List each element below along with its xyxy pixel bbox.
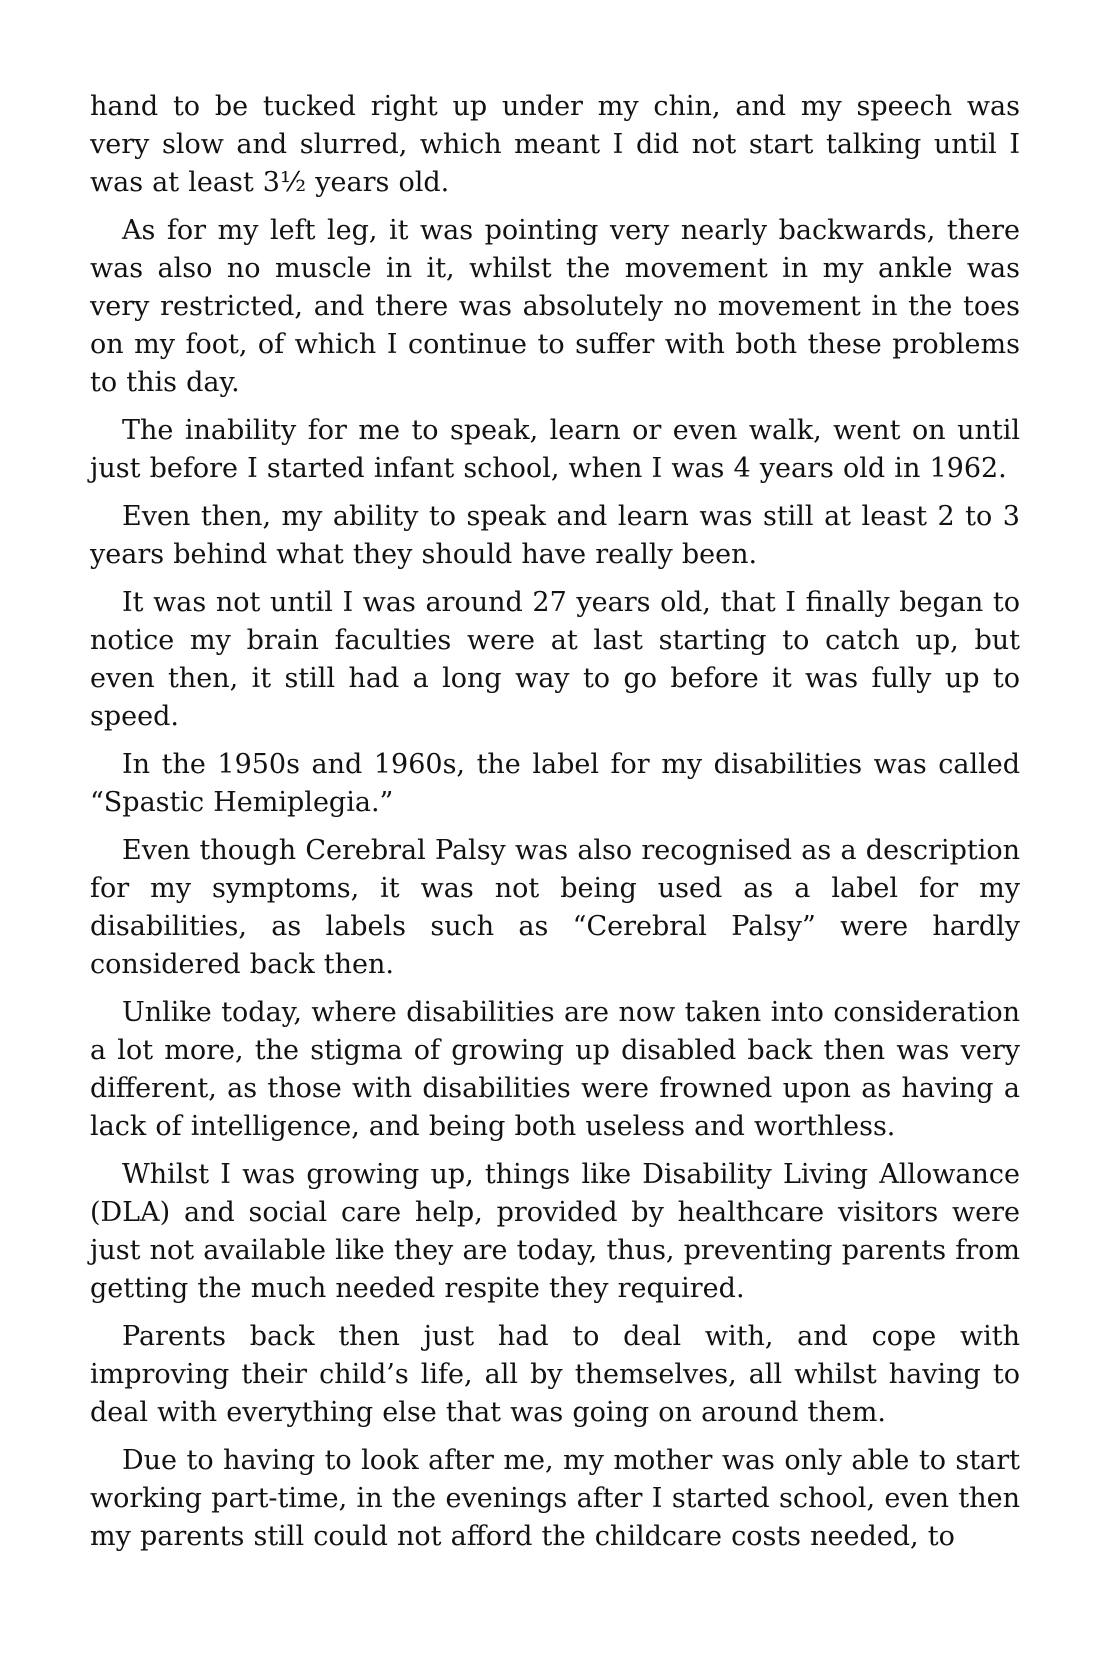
paragraph: It was not until I was around 27 years old, that I finally began to notice my brain faculties were at last starting to catch up, but even then, it still had a long way to go before it was fully up to speed. bbox=[90, 587, 1020, 732]
paragraph: Even then, my ability to speak and learn was still at least 2 to 3 years behind what they should have really been. bbox=[90, 501, 1020, 570]
paragraph: Due to having to look after me, my mother was only able to start working part-time, in the evenings after I started school, even then my parents still could not afford the childcare costs needed, to bbox=[90, 1445, 1020, 1552]
paragraph: Even though Cerebral Palsy was also recognised as a description for my symptoms, it was not being used as a label for my disabilities, as labels such as “Cerebral Palsy” were hardly considered back then. bbox=[90, 835, 1020, 980]
paragraph: Unlike today, where disabilities are now taken into consideration a lot more, the stigma of growing up disabled back then was very different, as those with disabilities were frowned upon as having a lack of intelligence, and being both useless and worthless. bbox=[90, 997, 1020, 1142]
body-text bbox=[90, 88, 1020, 1556]
paragraph: As for my left leg, it was pointing very nearly backwards, there was also no muscle in it, whilst the movement in my ankle was very restricted, and there was absolutely no movement in the toes on my foot, of which I continue to suffer with both these problems to this day. bbox=[90, 215, 1020, 398]
paragraph-continuation: hand to be tucked right up under my chin, and my speech was very slow and slurred, which meant I did not start talking until I was at least 3½ years old. bbox=[90, 91, 1020, 198]
paragraph: The inability for me to speak, learn or even walk, went on until just before I started infant school, when I was 4 years old in 1962. bbox=[90, 415, 1020, 484]
paragraph: Parents back then just had to deal with, and cope with improving their child’s life, all by themselves, all whilst having to deal with everything else that was going on around them. bbox=[90, 1321, 1020, 1428]
paragraph: In the 1950s and 1960s, the label for my disabilities was called “Spastic Hemiplegia.” bbox=[90, 749, 1020, 818]
paragraph: Whilst I was growing up, things like Disability Living Allowance (DLA) and social care help, provided by healthcare visitors were just not available like they are today, thus, preventing parents from getting the much needed respite they required. bbox=[90, 1159, 1020, 1304]
